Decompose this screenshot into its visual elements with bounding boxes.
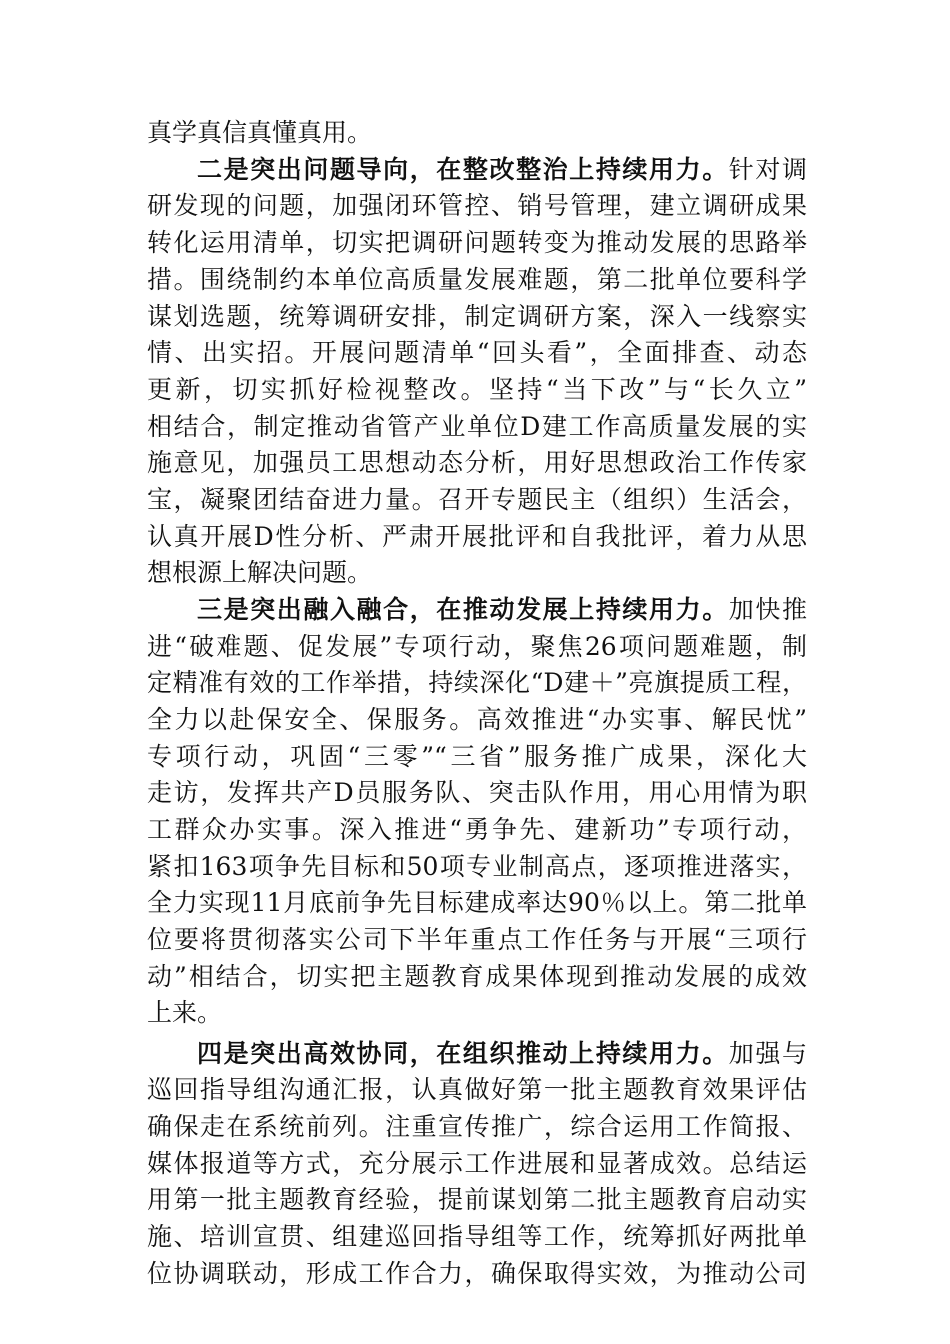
text-line: 全力实现11月底前争先目标建成率达90％以上。第二批单 [147,888,807,917]
text-line: 更新，切实抓好检视整改。坚持“当下改”与“长久立” [147,375,807,404]
text-line: 相结合，制定推动省管产业单位D建工作高质量发展的实 [147,412,807,441]
text-line: 工群众办实事。深入推进“勇争先、建新功”专项行动， [147,815,807,844]
text-line: 位要将贯彻落实公司下半年重点工作任务与开展“三项行 [147,925,807,954]
paragraph-heading: 二是突出问题导向，在整改整治上持续用力。 [197,155,729,184]
text-line: 媒体报道等方式，充分展示工作进展和显著成效。总结运 [147,1149,807,1178]
text-line: 施意见，加强员工思想动态分析，用好思想政治工作传家 [147,448,807,477]
text-line: 宝，凝聚团结奋进力量。召开专题民主（组织）生活会， [147,485,807,514]
text-line: 专项行动，巩固“三零”“三省”服务推广成果，深化大 [147,742,807,771]
text-span: 加快推 [728,595,807,624]
text-line: 上来。 [147,998,223,1027]
paragraph-heading: 三是突出融入融合，在推动发展上持续用力。 [197,595,729,624]
text-line: 确保走在系统前列。注重宣传推广，综合运用工作简报、 [147,1112,807,1141]
text-line: 进“破难题、促发展”专项行动，聚焦26项问题难题，制 [147,632,807,661]
text-span: 加强与 [728,1039,807,1068]
paragraph-heading: 四是突出高效协同，在组织推动上持续用力。 [197,1039,729,1068]
text-line: 用第一批主题教育经验，提前谋划第二批主题教育启动实 [147,1185,807,1214]
paragraph-heading-line [197,1035,807,1073]
text-line: 施、培训宣贯、组建巡回指导组等工作，统筹抓好两批单 [147,1222,807,1251]
text-line: 认真开展D性分析、严肃开展批评和自我批评，着力从思 [147,522,807,551]
text-span: 针对调 [728,155,807,184]
text-line: 巡回指导组沟通汇报，认真做好第一批主题教育效果评估 [147,1075,807,1104]
text-line: 情、出实招。开展问题清单“回头看”，全面排查、动态 [147,338,807,367]
paragraph-heading-line [197,591,807,629]
text-line: 措。围绕制约本单位高质量发展难题，第二批单位要科学 [147,265,807,294]
text-line: 真学真信真懂真用。 [147,118,373,147]
text-line: 转化运用清单，切实把调研问题转变为推动发展的思路举 [147,228,807,257]
text-line: 谋划选题，统筹调研安排，制定调研方案，深入一线察实 [147,302,807,331]
text-line: 紧扣163项争先目标和50项专业制高点，逐项推进落实， [147,852,807,881]
text-line: 位协调联动，形成工作合力，确保取得实效，为推动公司 [147,1259,807,1288]
text-line: 研发现的问题，加强闭环管控、销号管理，建立调研成果 [147,191,807,220]
paragraph-heading-line [197,151,807,189]
text-line: 走访，发挥共产D员服务队、突击队作用，用心用情为职 [147,778,807,807]
text-line: 动”相结合，切实把主题教育成果体现到推动发展的成效 [147,962,807,991]
text-line: 想根源上解决问题。 [147,558,373,587]
text-line: 定精准有效的工作举措，持续深化“D建＋”亮旗提质工程， [147,668,807,697]
text-line: 全力以赴保安全、保服务。高效推进“办实事、解民忧” [147,705,807,734]
